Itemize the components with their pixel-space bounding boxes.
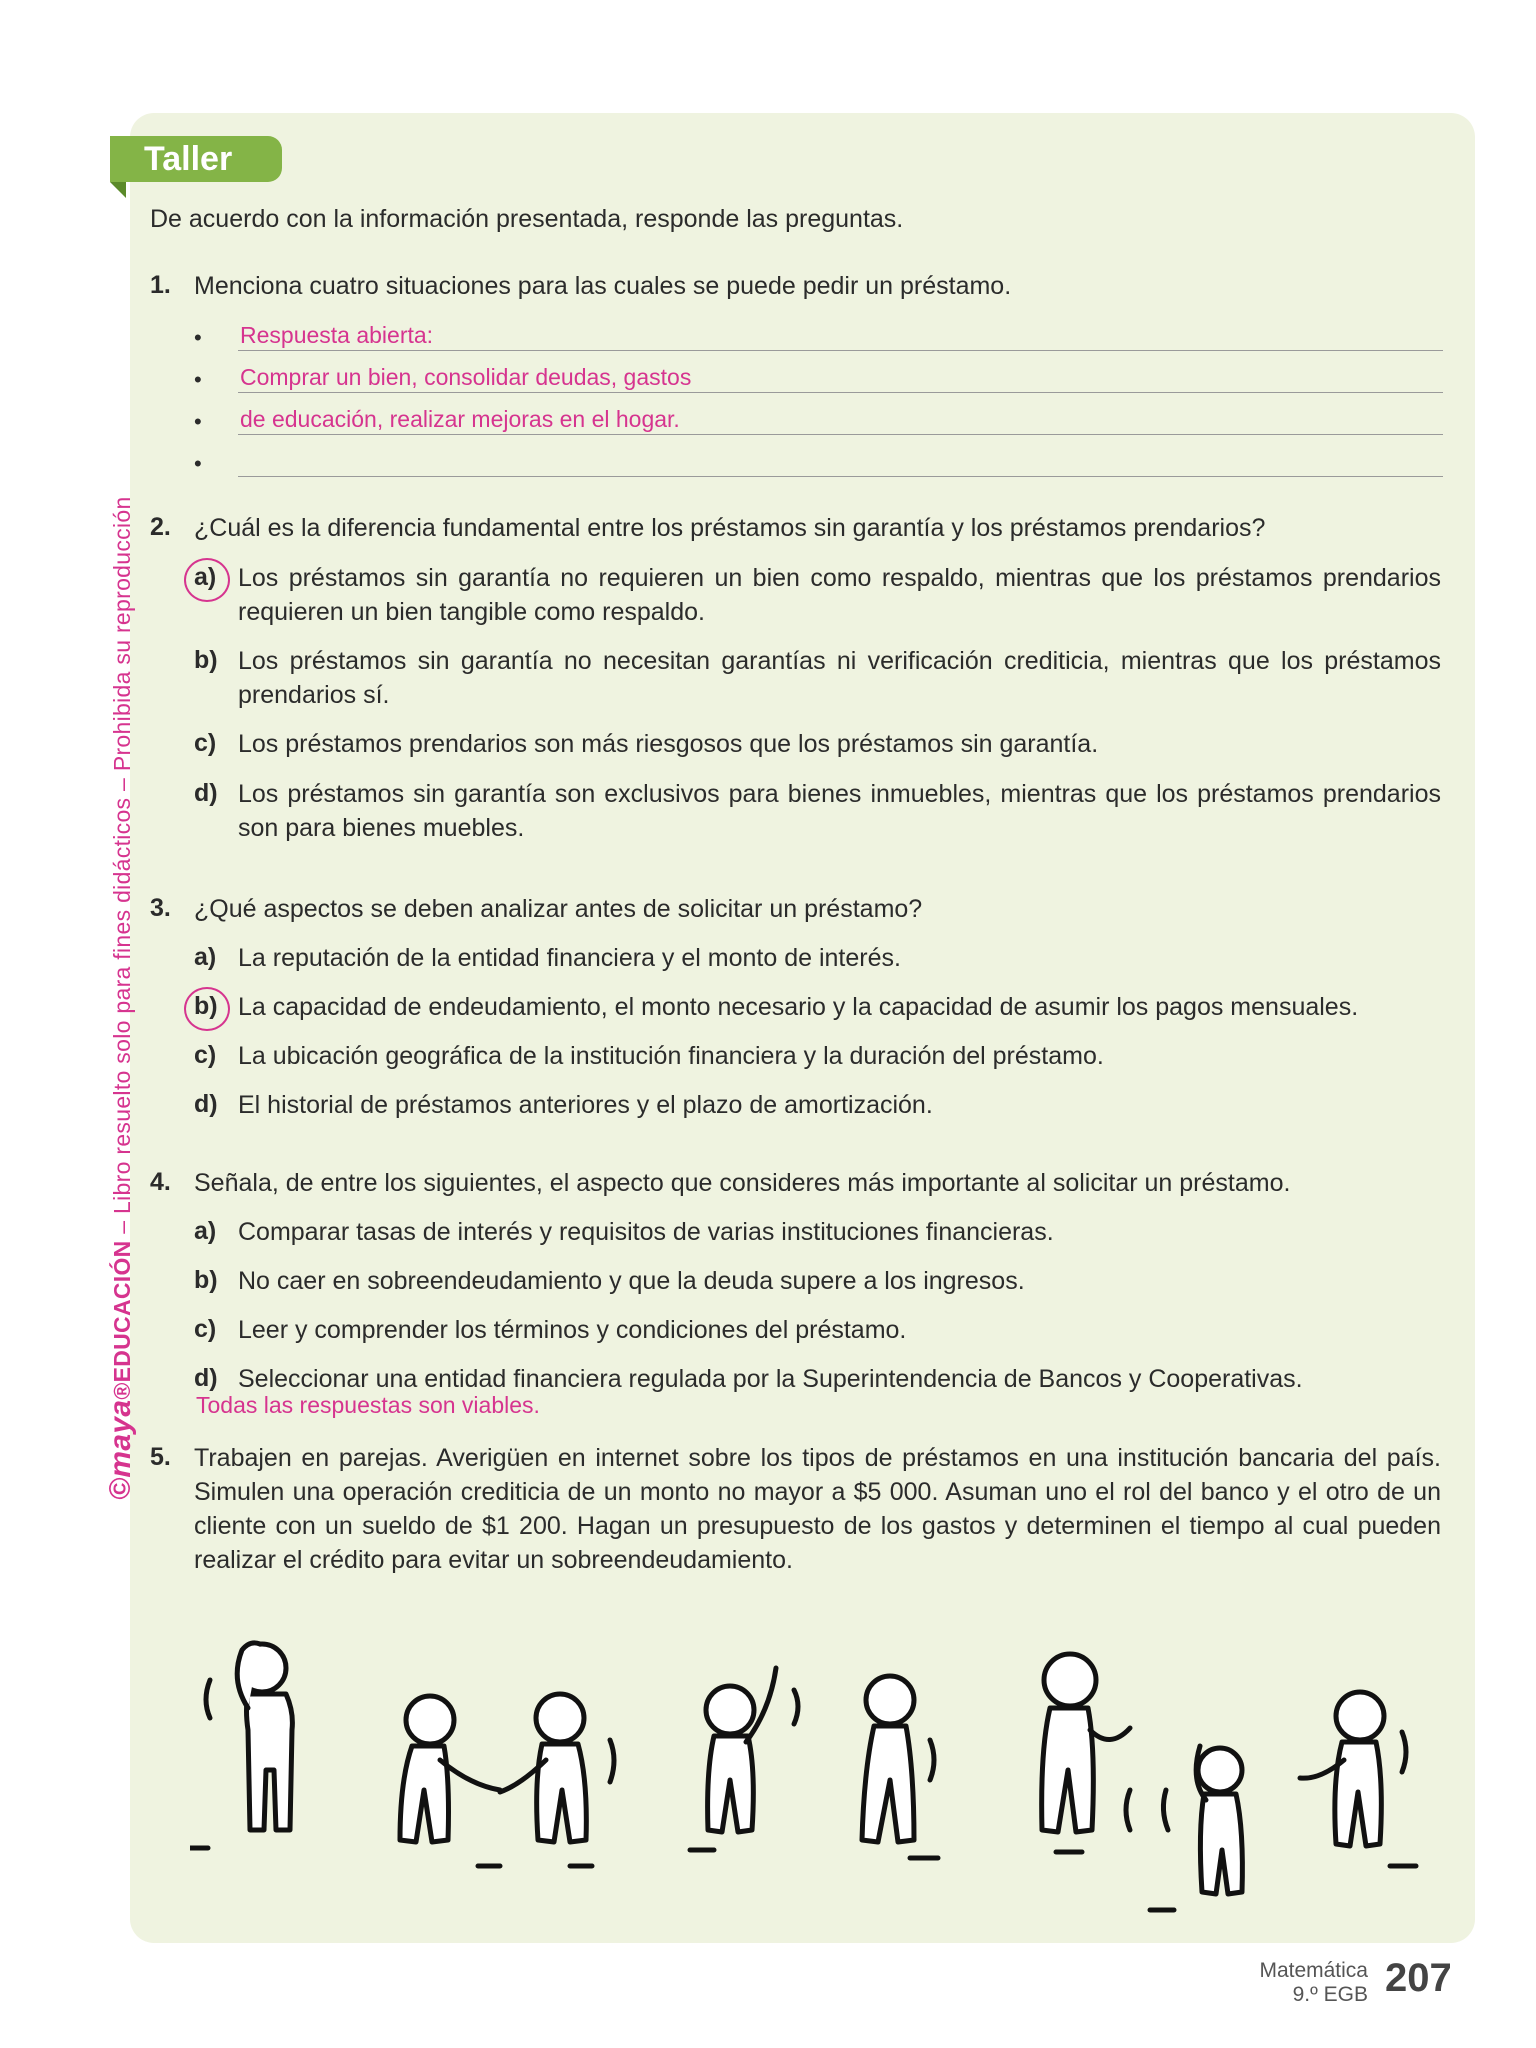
q3-number: 3. — [150, 894, 171, 922]
q2-text: ¿Cuál es la diferencia fundamental entre los préstamos sin garantía y los préstamos prendarios? — [194, 514, 1266, 542]
q2-a-text: Los préstamos sin garantía no requieren un bien como respaldo, mientras que los préstamos prendarios requieren un bien tangible como respaldo. — [238, 564, 1441, 626]
q4-b-letter: b) — [194, 1266, 218, 1294]
figure-pointing — [1300, 1692, 1416, 1866]
q2-b-letter: b) — [194, 646, 218, 674]
answer-line — [238, 350, 1443, 351]
q4-a-text: Comparar tasas de interés y requisitos de varias instituciones financieras. — [238, 1218, 1054, 1246]
q3-c-letter: c) — [194, 1041, 217, 1069]
q4-b-text: No caer en sobreendeudamiento y que la deuda supere a los ingresos. — [238, 1267, 1025, 1295]
q4-d-text: Seleccionar una entidad financiera regulada por la Superintendencia de Bancos y Cooperativas. — [238, 1365, 1303, 1393]
q4-a-letter: a) — [194, 1217, 217, 1245]
q2-b-text: Los préstamos sin garantía no necesitan garantías ni verificación crediticia, mientras que los préstamos prendarios sí. — [238, 647, 1441, 709]
q4-text: Señala, de entre los siguientes, el aspecto que consideres más importante al solicitar un préstamo. — [194, 1169, 1291, 1197]
q1-answer-3: de educación, realizar mejoras en el hogar. — [240, 406, 680, 432]
q5-number: 5. — [150, 1443, 171, 1471]
q1-text: Menciona cuatro situaciones para las cuales se puede pedir un préstamo. — [194, 272, 1012, 300]
bullet: • — [194, 325, 202, 350]
answer-line — [238, 392, 1443, 393]
copyright-text: – Libro resuelto solo para fines didácticos – Prohibida su reproducción — [109, 496, 135, 1241]
answer-line — [238, 476, 1443, 477]
tab-fold — [110, 182, 126, 198]
q4-d-letter: d) — [194, 1364, 218, 1392]
figure-child — [1150, 1746, 1242, 1910]
bullet: • — [194, 451, 202, 476]
q5-text: Trabajen en parejas. Averigüen en internet sobre los tipos de préstamos en una institución bancaria del país. Simulen una operación crediticia de un monto no mayor a $5 000. Asuman uno el rol del banco y el otro de un cliente con un sueldo de $1 200. Hagan un presupuesto de los gastos y determinen el tiempo al cual pueden realizar el crédito para evitar un sobreendeudamiento. — [194, 1444, 1441, 1574]
q3-d-letter: d) — [194, 1090, 218, 1118]
q2-c-text: Los préstamos prendarios son más riesgosos que los préstamos sin garantía. — [238, 730, 1099, 758]
q3-a-text: La reputación de la entidad financiera y el monto de interés. — [238, 944, 901, 972]
q4-number: 4. — [150, 1168, 171, 1196]
q4-answer-note: Todas las respuestas son viables. — [196, 1392, 540, 1418]
figure-thinking — [190, 1643, 292, 1848]
q4-c-letter: c) — [194, 1315, 217, 1343]
figure-handshake-right — [478, 1694, 614, 1866]
footer-grade: 9.º EGB — [1292, 1983, 1368, 2006]
q1-answer-2: Comprar un bien, consolidar deudas, gastos — [240, 364, 692, 390]
copyright-vertical — [104, 496, 138, 1500]
q3-b-letter: b) — [194, 992, 218, 1020]
q2-d-text: Los préstamos sin garantía son exclusivos para bienes inmuebles, mientras que los préstamos prendarios son para bienes muebles. — [238, 780, 1441, 842]
maya-logo: ©maya — [104, 1399, 137, 1500]
figure-walking — [862, 1676, 938, 1858]
page-number: 207 — [1385, 1956, 1452, 2000]
figure-waving — [690, 1668, 798, 1850]
q3-d-text: El historial de préstamos anteriores y el plazo de amortización. — [238, 1091, 933, 1119]
q2-d-letter: d) — [194, 779, 218, 807]
answer-line — [238, 434, 1443, 435]
brand-text: ®EDUCACIÓN — [109, 1240, 135, 1400]
q2-number: 2. — [150, 513, 171, 541]
intro-text: De acuerdo con la información presentada, responde las preguntas. — [150, 205, 904, 233]
q1-number: 1. — [150, 271, 171, 299]
footer-subject: Matemática — [1259, 1959, 1368, 1982]
q3-c-text: La ubicación geográfica de la institución financiera y la duración del préstamo. — [238, 1042, 1104, 1070]
q3-a-letter: a) — [194, 943, 217, 971]
bullet: • — [194, 409, 202, 434]
taller-tab: Taller — [110, 136, 282, 182]
figure-handshake-left — [400, 1696, 500, 1842]
figure-gesturing — [1042, 1654, 1130, 1852]
q3-b-text: La capacidad de endeudamiento, el monto necesario y la capacidad de asumir los pagos mensuales. — [238, 993, 1359, 1021]
q4-c-text: Leer y comprender los términos y condiciones del préstamo. — [238, 1316, 907, 1344]
q2-c-letter: c) — [194, 729, 217, 757]
q2-a-letter: a) — [194, 563, 217, 591]
bullet: • — [194, 367, 202, 392]
q3-text: ¿Qué aspectos se deben analizar antes de solicitar un préstamo? — [194, 895, 923, 923]
q1-answer-1: Respuesta abierta: — [240, 322, 434, 348]
stick-figures-illustration — [190, 1620, 1450, 1920]
